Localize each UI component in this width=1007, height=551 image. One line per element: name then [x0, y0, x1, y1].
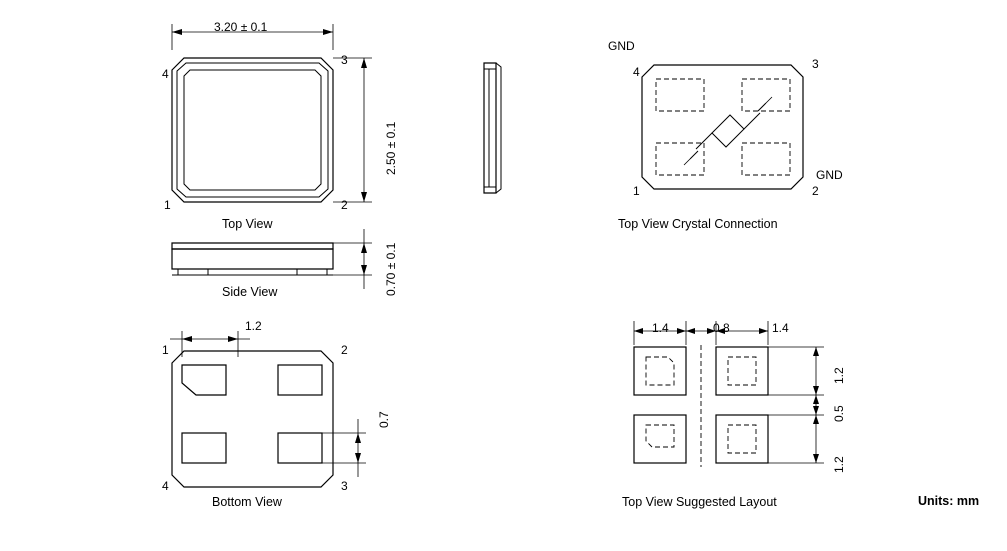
- edge-view-drawing: [470, 55, 530, 205]
- bottom-view-caption: Bottom View: [212, 495, 282, 509]
- side-view-caption: Side View: [222, 285, 278, 299]
- crystal-pin-3: 3: [812, 57, 819, 71]
- top-view-pin-4: 4: [162, 67, 169, 81]
- bottom-view-pin-3: 3: [341, 479, 348, 493]
- top-view-pin-1: 1: [164, 198, 171, 212]
- layout-dim-v-mid: 0.5: [832, 405, 846, 422]
- layout-dim-right: 1.4: [772, 321, 789, 335]
- top-view-height-dim: 2.50 ± 0.1: [384, 121, 398, 175]
- layout-dim-mid: 0.8: [713, 321, 730, 335]
- bottom-view-pin-1: 1: [162, 343, 169, 357]
- layout-dim-v-bottom: 1.2: [832, 456, 846, 473]
- bottom-view-pin-4: 4: [162, 479, 169, 493]
- crystal-gnd-bottom-label: GND: [816, 168, 843, 182]
- bottom-view-pin-2: 2: [341, 343, 348, 357]
- suggested-layout-drawing: [610, 305, 860, 485]
- top-view-pin-2: 2: [341, 198, 348, 212]
- layout-dim-left: 1.4: [652, 321, 669, 335]
- crystal-gnd-top-label: GND: [608, 39, 635, 53]
- crystal-view-caption: Top View Crystal Connection: [618, 217, 778, 231]
- top-view-pin-3: 3: [341, 53, 348, 67]
- bottom-view-pad-height-dim: 0.7: [377, 411, 391, 428]
- layout-view-caption: Top View Suggested Layout: [622, 495, 777, 509]
- side-view-height-dim: 0.70 ± 0.1: [384, 242, 398, 296]
- layout-dim-v-top: 1.2: [832, 367, 846, 384]
- bottom-view-pad-width-dim: 1.2: [245, 319, 262, 333]
- side-view-drawing: [150, 225, 410, 295]
- bottom-view-drawing: [150, 315, 410, 495]
- top-view-drawing: [150, 10, 410, 220]
- crystal-pin-4: 4: [633, 65, 640, 79]
- crystal-pin-1: 1: [633, 184, 640, 198]
- units-note: Units: mm: [918, 494, 980, 508]
- top-view-width-dim: 3.20 ± 0.1: [214, 20, 268, 34]
- crystal-pin-2: 2: [812, 184, 819, 198]
- top-view-caption: Top View: [222, 217, 273, 231]
- crystal-connection-drawing: [620, 55, 840, 205]
